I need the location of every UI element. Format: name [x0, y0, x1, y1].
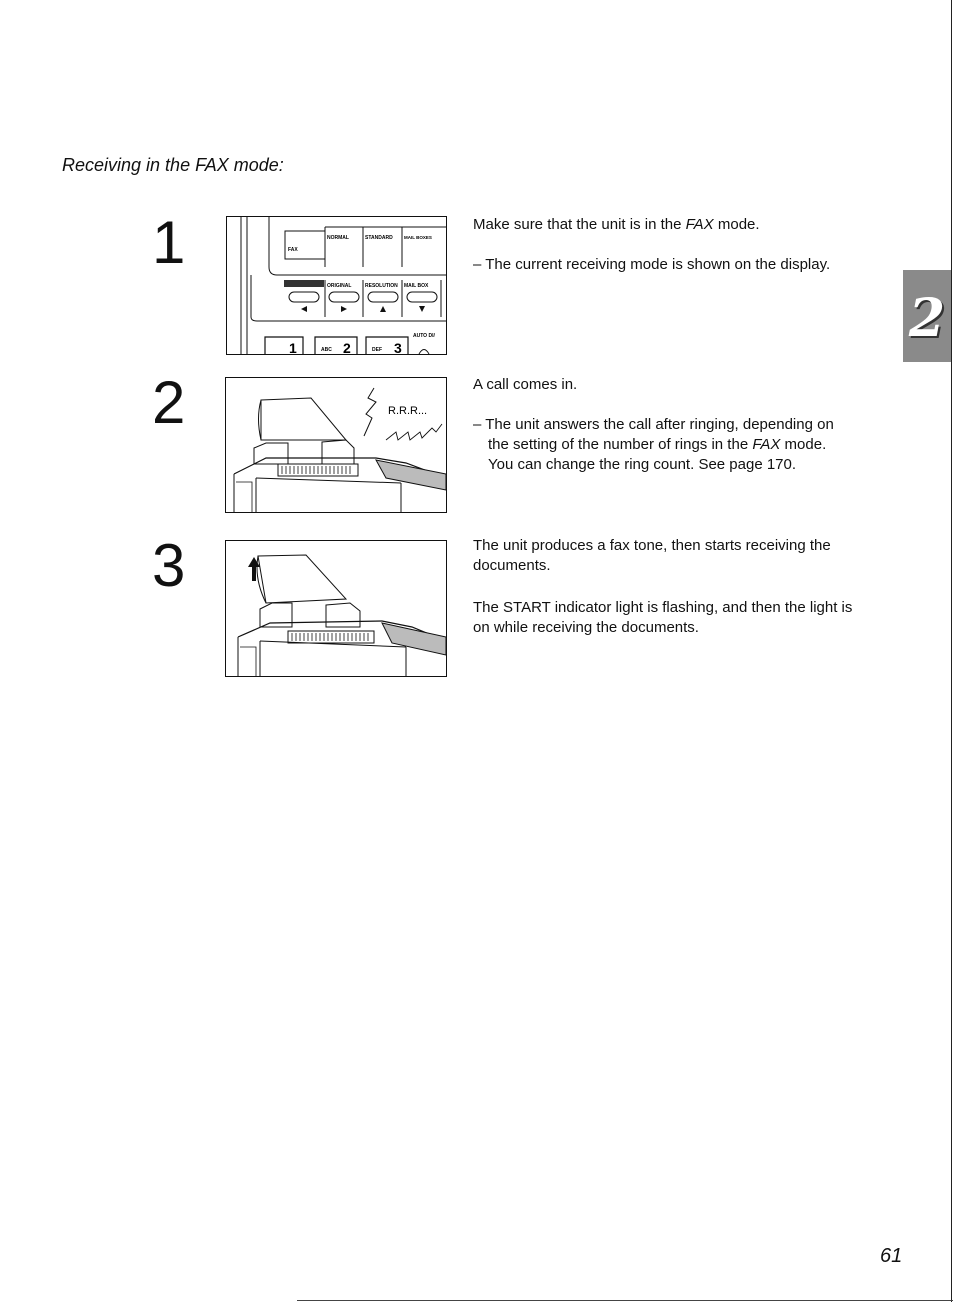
key-2: 2 [343, 340, 351, 354]
chapter-tab [903, 270, 951, 362]
step-2-figure-fax-ringing [225, 377, 447, 513]
step-number-1: 1 [152, 209, 186, 276]
step-1-paragraph-1: Make sure that the unit is in the FAX mode. [473, 216, 760, 233]
label-standard: STANDARD [365, 235, 393, 241]
step-3-figure-fax-receiving [225, 540, 447, 677]
label-original: ORIGINAL [327, 283, 352, 289]
step-2-paragraph-2: – The unit answers the call after ringing, depending on the setting of the number of rings in the FAX mode. [473, 416, 834, 453]
label-mail-box: MAIL BOX [404, 283, 429, 289]
step-2-paragraph-1: A call comes in. [473, 376, 578, 393]
step-3-text [473, 536, 858, 638]
page-right-border [951, 0, 952, 1302]
label-mail-boxes: MAIL BOXES [404, 235, 432, 240]
label-resolution: RESOLUTION [365, 283, 398, 289]
step-1-paragraph-2: – The current receiving mode is shown on the display. [473, 256, 831, 273]
step-3-paragraph-1: The unit produces a fax tone, then starts receiving the documents. [473, 537, 831, 574]
step-number-2: 2 [152, 369, 186, 436]
page-number: 61 [880, 1245, 903, 1267]
fax-machine-receiving-illustration [226, 541, 446, 676]
section-title: Receiving in the FAX mode: [62, 155, 284, 175]
label-fax: FAX [288, 247, 298, 253]
key-3: 3 [394, 340, 402, 354]
fax-machine-ringing-illustration [226, 378, 446, 512]
label-auto-dial: AUTO DI/ [413, 333, 435, 339]
step-2-text [473, 375, 858, 475]
step-number-3: 3 [152, 532, 186, 599]
step-3-paragraph-2: The START indicator light is flashing, and then the light is on while receiving the documents. [473, 599, 853, 636]
label-normal: NORMAL [327, 235, 349, 241]
step-2-paragraph-3: You can change the ring count. See page 170. [488, 456, 797, 473]
key-1: 1 [289, 340, 297, 354]
key-3-letters: DEF [372, 347, 382, 353]
chapter-tab-number: 2 [908, 288, 946, 349]
control-panel-illustration [227, 217, 446, 354]
step-1-text [473, 215, 858, 275]
key-2-letters: ABC [321, 347, 332, 353]
ring-text: R.R.R... [388, 405, 428, 417]
page-bottom-rule [297, 1300, 953, 1301]
step-1-figure-control-panel [226, 216, 447, 355]
